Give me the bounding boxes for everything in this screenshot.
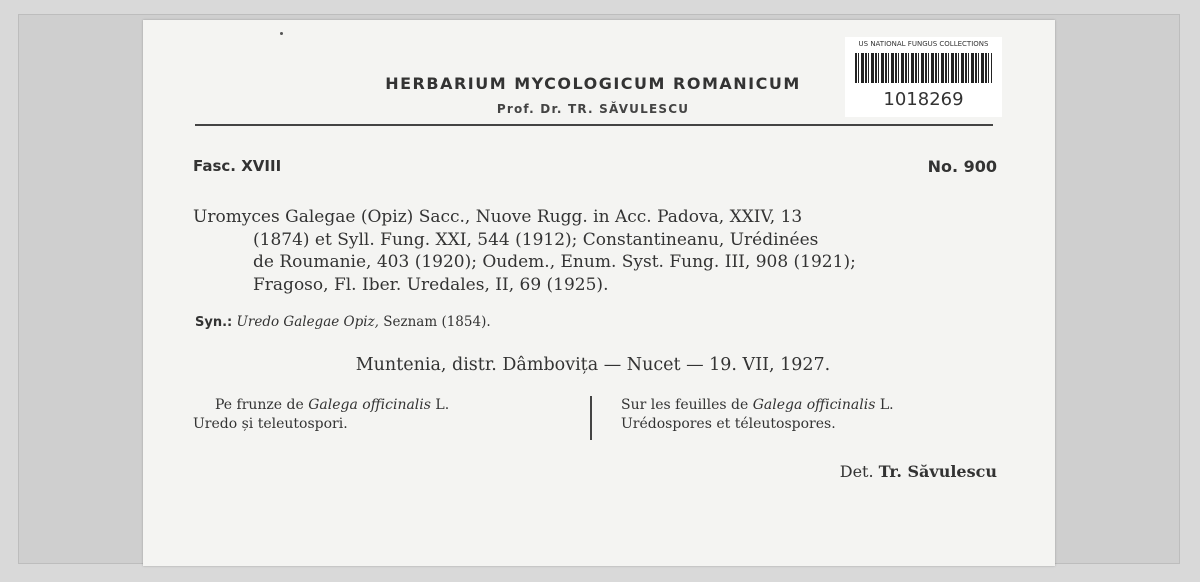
host-ro-prefix: Pe frunze de (215, 397, 304, 413)
citation-line-3: de Roumanie, 403 (1920); Oudem., Enum. Syst. Fung. III, 908 (1921); (253, 252, 856, 272)
determiner-name: Tr. Săvulescu (878, 462, 997, 481)
synonym-label: Syn.: (195, 315, 233, 330)
synonym-author: Seznam (1854). (383, 314, 491, 330)
herbarium-label (143, 20, 1055, 566)
host-fr-species: Galega officinalis (752, 397, 876, 413)
herbarium-title: HERBARIUM MYCOLOGICUM ROMANICUM (385, 74, 801, 93)
determiner-label: Det. (839, 462, 874, 481)
host-fr-prefix: Sur les feuilles de (621, 397, 749, 413)
header-rule (195, 124, 993, 126)
citation-line-2: (1874) et Syll. Fung. XXI, 544 (1912); Constantineanu, Urédinées (253, 229, 819, 250)
host-ro-suffix: L. (435, 397, 450, 413)
host-fr-spores: Urédospores et téleutospores. (621, 416, 836, 432)
barcode-icon (855, 53, 992, 83)
ink-spot (280, 32, 283, 35)
citation-line-4: Fragoso, Fl. Iber. Uredales, II, 69 (1925). (253, 274, 609, 295)
host-fr-suffix: L. (879, 397, 894, 413)
synonym-line (195, 314, 491, 330)
barcode-number: 1018269 (883, 89, 964, 110)
determiner (840, 462, 997, 481)
citation-line-1: Uromyces Galegae (Opiz) Sacc., Nuove Rugg. in Acc. Padova, XXIV, 13 (193, 207, 803, 227)
specimen-number: No. 900 (927, 157, 997, 176)
taxon-citation (193, 206, 1003, 296)
host-ro-spores: Uredo și teleutospori. (193, 416, 348, 432)
barcode-caption: US NATIONAL FUNGUS COLLECTIONS (858, 40, 989, 48)
herbarium-director: Prof. Dr. TR. SĂVULESCU (496, 102, 690, 116)
barcode-sticker (845, 37, 1002, 117)
host-ro-species: Galega officinalis (308, 397, 431, 413)
fascicle-number: Fasc. XVIII (193, 157, 282, 175)
host-french (621, 396, 1021, 434)
synonym-name: Uredo Galegae Opiz, (236, 314, 379, 330)
collection-locality: Muntenia, distr. Dâmbovița — Nucet — 19. VII, 1927. (355, 355, 831, 375)
column-divider (590, 396, 592, 440)
host-romanian (193, 396, 583, 434)
